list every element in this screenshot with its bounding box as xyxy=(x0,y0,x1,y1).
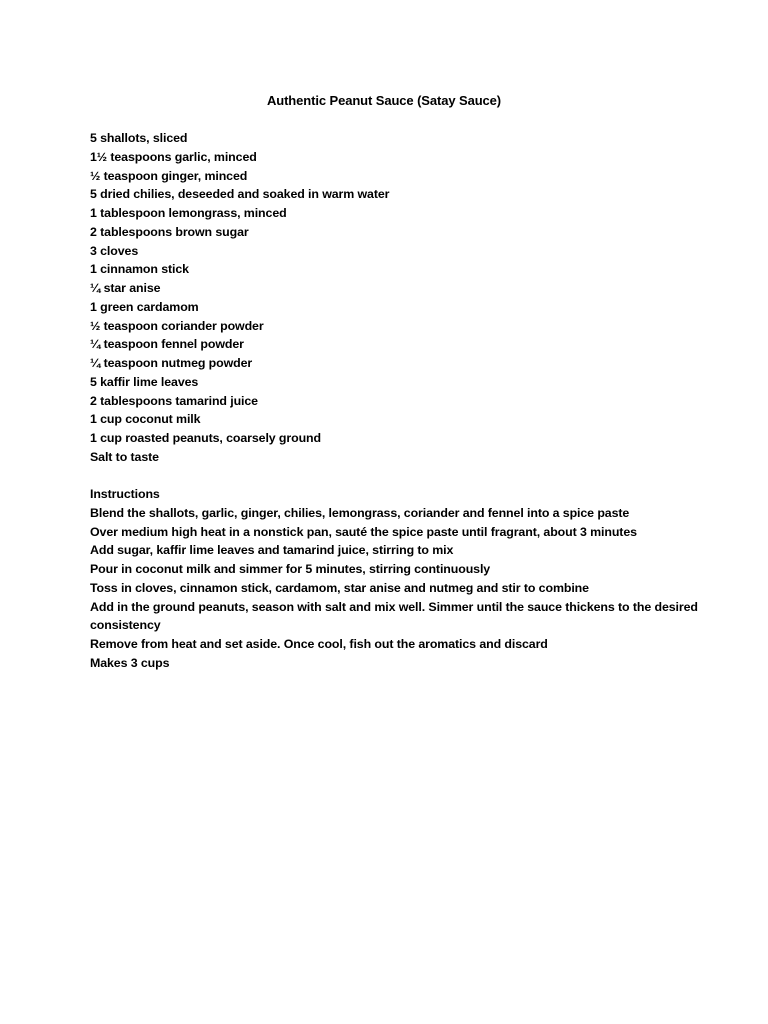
ingredient-item: ½ teaspoon ginger, minced xyxy=(90,168,248,183)
instruction-step: Toss in cloves, cinnamon stick, cardamom, star anise and nutmeg and stir to combine xyxy=(90,580,589,595)
instructions-heading: Instructions xyxy=(90,487,160,501)
ingredient-item: 5 dried chilies, deseeded and soaked in warm water xyxy=(90,187,390,202)
instruction-step: Add in the ground peanuts, season with salt and mix well. Simmer until the sauce thickens to the desired consistency xyxy=(90,599,698,633)
ingredient-item: 5 shallots, sliced xyxy=(90,131,188,145)
ingredient-item: 1½ teaspoons garlic, minced xyxy=(90,149,257,164)
paragraph-gap xyxy=(90,467,700,486)
document-body xyxy=(90,129,700,673)
instruction-list xyxy=(90,504,700,673)
instruction-step: Pour in coconut milk and simmer for 5 minutes, stirring continuously xyxy=(90,562,491,576)
ingredient-list xyxy=(90,129,700,467)
ingredient-item: 1 cinnamon stick xyxy=(90,262,189,277)
ingredient-item: 1 tablespoon lemongrass, minced xyxy=(90,206,287,220)
yield-note: Makes 3 cups xyxy=(90,655,170,670)
ingredient-item: ½ teaspoon coriander powder xyxy=(90,318,264,333)
ingredient-item: ¼ teaspoon fennel powder xyxy=(90,337,244,352)
ingredient-item: 1 green cardamom xyxy=(90,299,199,314)
instruction-step: Blend the shallots, garlic, ginger, chilies, lemongrass, coriander and fennel into a spice paste xyxy=(90,505,630,520)
ingredient-item: 2 tablespoons brown sugar xyxy=(90,224,249,239)
ingredient-item: 5 kaffir lime leaves xyxy=(90,374,199,389)
instruction-step: Add sugar, kaffir lime leaves and tamarind juice, stirring to mix xyxy=(90,543,454,558)
ingredient-item: ¼ star anise xyxy=(90,281,161,295)
ingredient-item: 3 cloves xyxy=(90,243,139,258)
ingredient-item: ¼ teaspoon nutmeg powder xyxy=(90,356,253,370)
ingredient-item: Salt to taste xyxy=(90,449,159,464)
ingredient-item: 1 cup coconut milk xyxy=(90,412,201,427)
document-title: Authentic Peanut Sauce (Satay Sauce) xyxy=(266,93,502,108)
instruction-step: Remove from heat and set aside. Once cool, fish out the aromatics and discard xyxy=(90,637,548,651)
ingredient-item: 2 tablespoons tamarind juice xyxy=(90,393,258,408)
ingredient-item: 1 cup roasted peanuts, coarsely ground xyxy=(90,431,321,445)
instruction-step: Over medium high heat in a nonstick pan, sauté the spice paste until fragrant, about 3 minutes xyxy=(90,524,637,539)
